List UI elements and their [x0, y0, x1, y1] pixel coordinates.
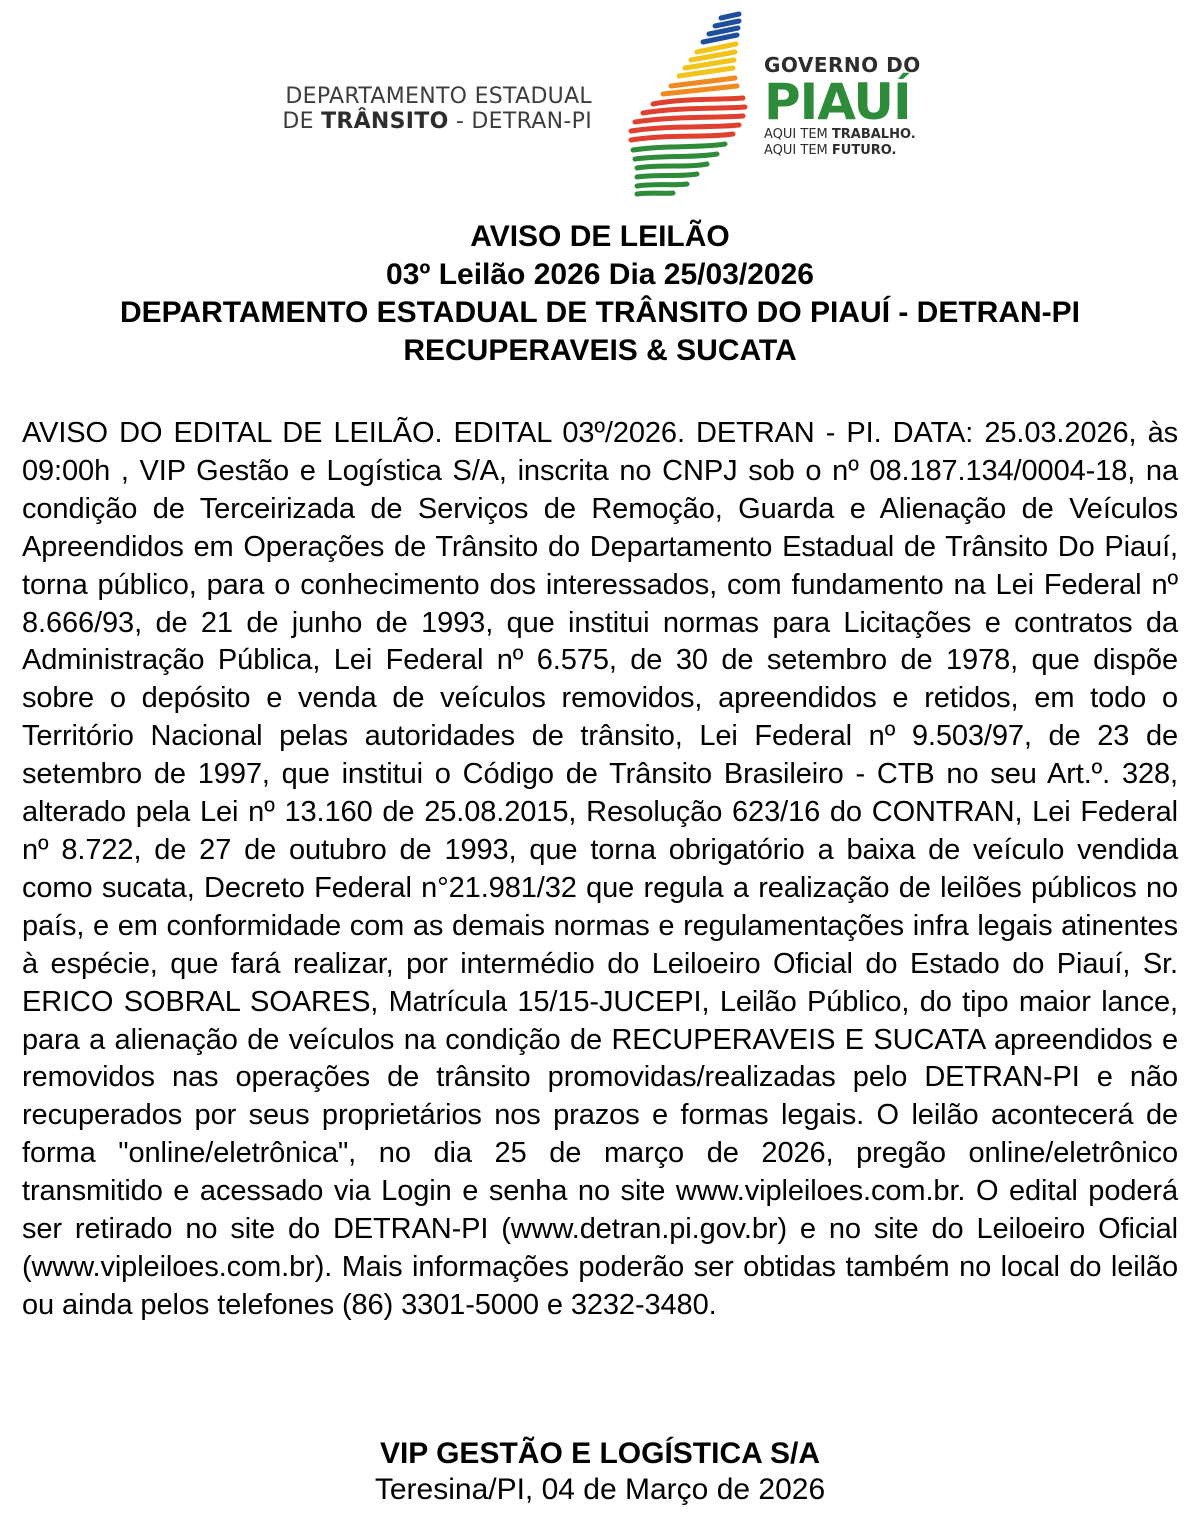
title-line4: RECUPERAVEIS & SUCATA [403, 334, 797, 367]
detran-line2-suffix: - DETRAN-PI [448, 109, 592, 134]
logo-stripe-red-4 [631, 125, 739, 131]
header [0, 0, 1200, 210]
footer-company: VIP GESTÃO E LOGÍSTICA S/A [379, 1437, 821, 1470]
detran-logo-text [238, 84, 592, 134]
gov-line2: PIAUÍ [764, 73, 911, 131]
notice-body: AVISO DO EDITAL DE LEILÃO. EDITAL 03º/2026. DETRAN - PI. DATA: 25.03.2026, às 09:00h , VIP Gestão e Logística S/A, inscrita no CNPJ sob o nº 08.187.134/0004-18, na condição de Terceirizada de Serviços de Remoção, Guarda e Alienação de Veículos Apreendidos em Operações de Trânsito do Departamento Estadual de Trânsito Do Piauí, torna público, para o conhecimento dos interessados, com fundamento na Lei Federal nº 8.666/93, de 21 de junho de 1993, que institui normas para Licitações e contratos da Administração Pública, Lei Federal nº 6.575, de 30 de setembro de 1978, que dispõe sobre o depósito e venda de veículos removidos, apreendidos e retidos, em todo o Território Nacional pelas autoridades de trânsito, Lei Federal nº 9.503/97, de 23 de setembro de 1997, que institui o Código de Trânsito Brasileiro - CTB no seu Art.º. 328, alterado pela Lei nº 13.160 de 25.08.2015, Resolução 623/16 do CONTRAN, Lei Federal nº 8.722, de 27 de outubro de 1993, que torna obrigatório a baixa de veículo vendida como sucata, Decreto Federal n°21.981/32 que regula a realização de leilões públicos no país, e em conformidade com as demais normas e regulamentações infra legais atinentes à espécie, que fará realizar, por intermédio do Leiloeiro Oficial do Estado do Piauí, Sr. ERICO SOBRAL SOARES, Matrícula 15/15-JUCEPI, Leilão Público, do tipo maior lance, para a alienação de veículos na condição de RECUPERAVEIS E SUCATA apreendidos e removidos nas operações de trânsito promovidas/realizadas pelo DETRAN-PI e não recuperados por seus proprietários nos prazos e formas legais. O leilão acontecerá de forma "online/eletrônica", no dia 25 de março de 2026, pregão online/eletrônico transmitido e acessado via Login e senha no site www.vipleiloes.com.br. O edital poderá ser retirado no site do DETRAN-PI (www.detran.pi.gov.br) e no site do Leiloeiro Oficial (www.vipleiloes.com.br). Mais informações poderão ser obtidas também no local do leilão ou ainda pelos telefones (86) 3301-5000 e 3232-3480. [22, 417, 1178, 1321]
notice-title [0, 218, 1200, 370]
logo-stripe-green-5 [637, 184, 687, 186]
logo-stripe-green-4 [637, 174, 697, 177]
logo-stripe-red-2 [643, 107, 745, 113]
title-line3: DEPARTAMENTO ESTADUAL DE TRÂNSITO DO PIAUÍ - DETRAN-PI [119, 296, 1081, 329]
gov-line3 [764, 127, 964, 143]
logo-stripe-blue-3 [709, 28, 738, 34]
gov-line3-prefix: AQUI TEM [764, 127, 832, 142]
logo-stripe-red-1 [653, 98, 743, 104]
footer-place-date: Teresina/PI, 04 de Março de 2026 [374, 1473, 826, 1506]
logo-stripe-green-3 [637, 164, 707, 168]
gov-line4-bold: FUTURO. [831, 143, 897, 158]
detran-line1: DEPARTAMENTO ESTADUAL [285, 84, 592, 109]
logo-stripe-green-1 [633, 144, 725, 150]
logo-stripe-green-6 [637, 193, 673, 194]
logo-stripe-blue-1 [721, 14, 739, 18]
detran-line2-prefix: DE [282, 109, 322, 134]
detran-line2-bold: TRÂNSITO [321, 109, 449, 134]
title-line2: 03º Leilão 2026 Dia 25/03/2026 [386, 258, 814, 291]
gov-line3-bold: TRABALHO. [831, 127, 916, 142]
logo-stripe-red-3 [635, 116, 743, 122]
gov-line1: GOVERNO DO [764, 53, 921, 77]
piaui-map-logo [625, 10, 755, 200]
logo-stripe-blue-2 [715, 21, 739, 26]
governo-piaui-logo-text [764, 54, 964, 159]
gov-line4 [764, 143, 964, 159]
detran-line2 [238, 109, 592, 134]
footer [0, 1436, 1200, 1508]
title-line1: AVISO DE LEILÃO [470, 220, 730, 253]
logo-stripe-green-2 [635, 154, 717, 159]
logo-stripe-red-5 [631, 134, 733, 140]
gov-line4-prefix: AQUI TEM [764, 143, 832, 158]
